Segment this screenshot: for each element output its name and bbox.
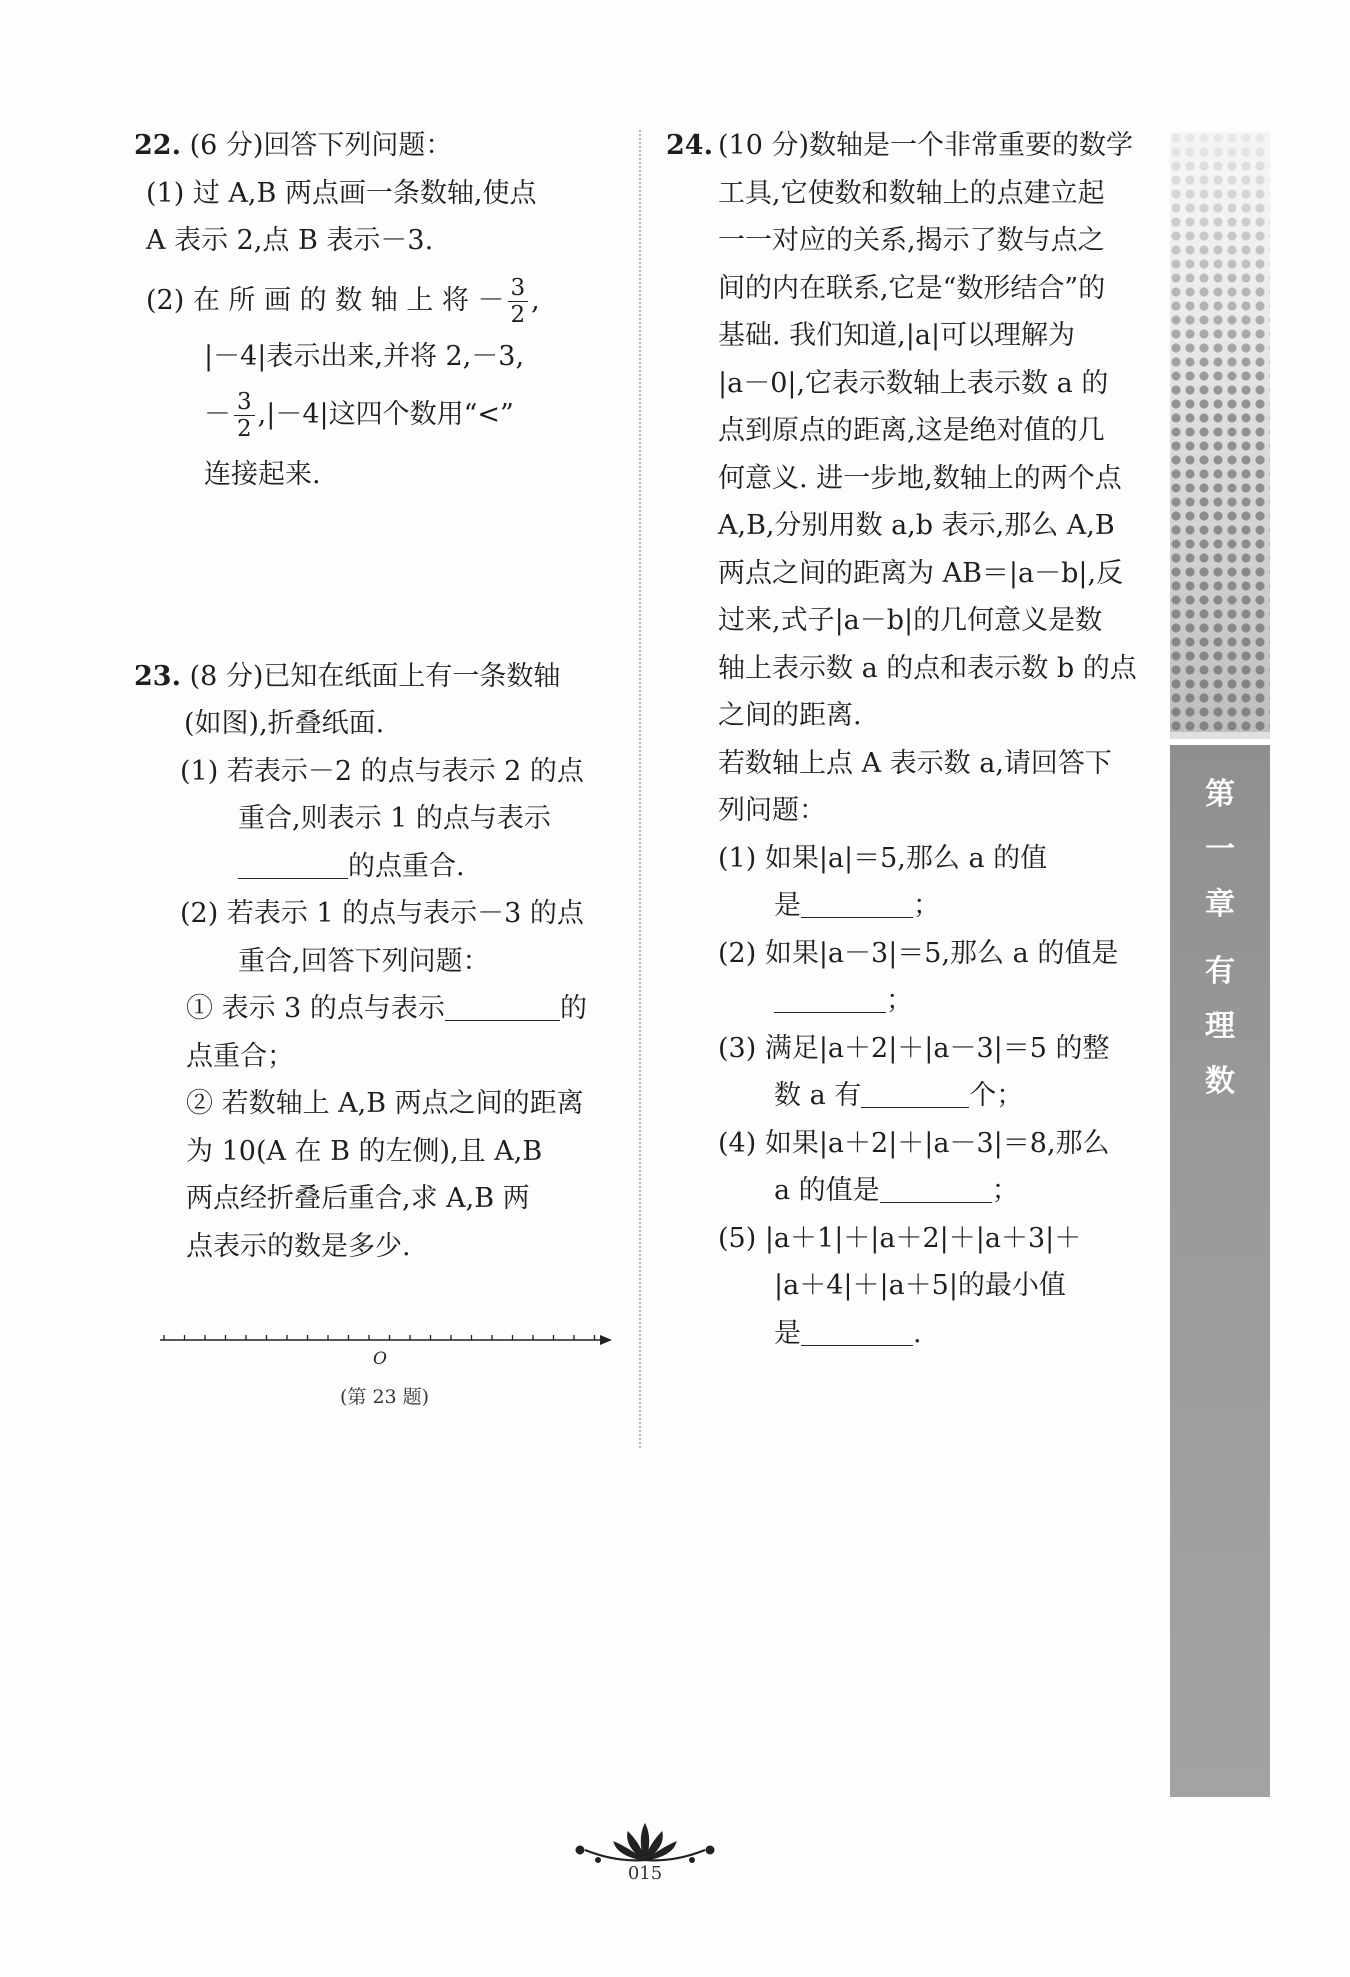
chapter-char: 有 <box>1205 954 1235 989</box>
text-line: (2) 若表示 1 的点与表示－3 的点 <box>180 898 584 929</box>
fraction-three-halves <box>234 389 255 442</box>
text-fragment: ① 表示 3 的点与表示 <box>186 993 445 1024</box>
page-number: 015 <box>627 1863 663 1884</box>
text-line: |－4|表示出来,并将 2,－3, <box>204 340 525 372</box>
q24-intro-lines <box>718 122 1144 740</box>
text-line <box>774 1167 1144 1215</box>
right-column <box>666 122 1144 1357</box>
text-line: 为 10(A 在 B 的左侧),且 A,B <box>186 1135 543 1167</box>
text-line: 之间的距离. <box>718 700 862 731</box>
fraction-numerator: 3 <box>234 389 255 416</box>
text-line: (1) 如果|a|＝5,那么 a 的值 <box>718 842 1048 874</box>
text-fragment: ,|－4|这四个数用“<” <box>257 398 514 430</box>
text-line: 重合,则表示 1 的点与表示 <box>238 803 551 834</box>
question-23 <box>134 653 614 1271</box>
text-fragment: 是 <box>774 1317 801 1349</box>
text-line: 若数轴上点 A 表示数 a,请回答下 <box>718 747 1112 779</box>
column-divider <box>639 130 641 1448</box>
text-line: 一一对应的关系,揭示了数与点之 <box>718 225 1105 256</box>
text-line: 何意义. 进一步地,数轴上的两个点 <box>718 462 1122 494</box>
text-line: (3) 满足|a＋2|＋|a－3|＝5 的整 <box>718 1032 1110 1064</box>
q24-part-1 <box>666 835 1144 930</box>
answer-blank[interactable] <box>801 1317 913 1346</box>
text-line: (如图),折叠纸面. <box>184 708 385 739</box>
axis-arrow-icon <box>600 1335 612 1345</box>
text-line: ② 若数轴上 A,B 两点之间的距离 <box>186 1088 584 1119</box>
fraction-three-halves <box>508 275 529 328</box>
text-line <box>774 1072 1144 1120</box>
chapter-char: 章 <box>1205 887 1235 922</box>
text-line <box>238 843 614 891</box>
chapter-char: 一 <box>1205 832 1235 867</box>
fraction-numerator: 3 <box>508 275 529 302</box>
text-fragment: 是 <box>774 890 801 921</box>
q24-part-4 <box>666 1120 1144 1215</box>
chapter-title <box>1170 767 1270 1109</box>
text-line: 两点之间的距离为 AB＝|a－b|,反 <box>718 557 1124 589</box>
text-line: 点表示的数是多少. <box>186 1230 411 1262</box>
answer-blank[interactable] <box>861 1079 969 1108</box>
text-fragment: . <box>913 1317 922 1349</box>
q23-part-2 <box>134 890 614 985</box>
text-line: (1) 若表示－2 的点与表示 2 的点 <box>180 755 584 787</box>
text-line <box>186 985 614 1033</box>
text-fragment: 数 a 有 <box>774 1080 862 1111</box>
text-fragment: － <box>204 398 231 430</box>
answer-blank[interactable] <box>238 850 348 879</box>
text-line: (5) |a＋1|＋|a＋2|＋|a＋3|＋ <box>718 1222 1082 1254</box>
text-line: (10 分)数轴是一个非常重要的数学 <box>718 130 1134 161</box>
text-line: A 表示 2,点 B 表示－3. <box>146 225 434 256</box>
question-title: (8 分)已知在纸面上有一条数轴 <box>189 660 561 692</box>
answer-blank[interactable] <box>774 984 886 1013</box>
text-line <box>204 383 614 447</box>
question-title: (6 分)回答下列问题： <box>189 130 453 161</box>
text-line: |a－0|,它表示数轴上表示数 a 的 <box>718 367 1109 399</box>
question-22 <box>134 122 614 503</box>
text-line: 列问题： <box>718 795 826 826</box>
text-line <box>146 271 614 331</box>
figure-caption: (第 23 题) <box>340 1386 430 1408</box>
text-line: 过来,式子|a－b|的几何意义是数 <box>718 605 1103 636</box>
fraction-denominator: 2 <box>237 415 252 442</box>
text-line <box>774 882 1144 930</box>
q23-subpart-1 <box>134 985 614 1080</box>
text-line: 连接起来. <box>204 458 321 490</box>
question-number: 22. <box>134 130 181 161</box>
text-fragment: ； <box>886 985 913 1016</box>
q23-part-1 <box>134 748 614 891</box>
fraction-denominator: 2 <box>510 301 526 328</box>
text-line: 间的内在联系,它是“数形结合”的 <box>718 272 1106 304</box>
floral-ornament-icon <box>560 1820 730 1865</box>
text-line: (1) 过 A,B 两点画一条数轴,使点 <box>146 177 537 209</box>
text-line: 点重合； <box>186 1040 294 1072</box>
q23-subpart-2 <box>134 1080 614 1270</box>
text-line: 轴上表示数 a 的点和表示数 b 的点 <box>718 652 1137 684</box>
text-line <box>774 977 1144 1025</box>
text-fragment: 的 <box>559 993 587 1024</box>
text-fragment: (2) 在 所 画 的 数 轴 上 将 － <box>146 284 505 316</box>
text-line <box>774 1310 1144 1358</box>
text-line: |a＋4|＋|a＋5|的最小值 <box>774 1270 1066 1301</box>
answer-blank[interactable] <box>801 889 913 918</box>
chapter-char: 理 <box>1205 1009 1235 1044</box>
q24-intro <box>666 122 1144 740</box>
text-line: 两点经折叠后重合,求 A,B 两 <box>186 1183 530 1214</box>
text-fragment: 个； <box>969 1080 1024 1111</box>
axis-origin-label: O <box>373 1349 387 1369</box>
text-line: 点到原点的距离,这是绝对值的几 <box>718 415 1105 446</box>
q24-part-2 <box>666 930 1144 1025</box>
q22-part-1 <box>134 170 614 265</box>
text-fragment: a 的值是 <box>774 1175 880 1206</box>
page-footer <box>560 1820 730 1884</box>
text-line: 工具,它使数和数轴上的点建立起 <box>718 177 1105 209</box>
answer-blank[interactable] <box>445 992 560 1021</box>
text-fragment: ； <box>991 1175 1019 1206</box>
chapter-char: 第 <box>1205 777 1235 812</box>
answer-blank[interactable] <box>880 1174 992 1203</box>
text-fragment: , <box>531 284 540 316</box>
question-number: 24. <box>666 130 713 161</box>
left-column <box>134 122 614 1270</box>
q24-part-5 <box>666 1215 1144 1358</box>
question-24 <box>666 122 1144 1357</box>
text-line: A,B,分别用数 a,b 表示,那么 A,B <box>718 510 1115 541</box>
text-line: 重合,回答下列问题： <box>238 945 490 977</box>
number-line <box>160 1320 620 1380</box>
text-fragment: 的点重合. <box>348 850 465 882</box>
q24-part-3 <box>666 1025 1144 1120</box>
text-fragment: ； <box>913 890 940 921</box>
question-number: 23. <box>134 660 181 692</box>
q22-part-2 <box>134 271 614 503</box>
text-line: (4) 如果|a＋2|＋|a－3|＝8,那么 <box>718 1127 1110 1159</box>
chapter-char: 数 <box>1205 1064 1235 1099</box>
text-line: 基础. 我们知道,|a|可以理解为 <box>718 320 1076 351</box>
text-line: (2) 如果|a－3|＝5,那么 a 的值是 <box>718 937 1119 969</box>
chapter-side-band <box>1170 132 1270 1797</box>
halftone-fade <box>1170 132 1270 732</box>
